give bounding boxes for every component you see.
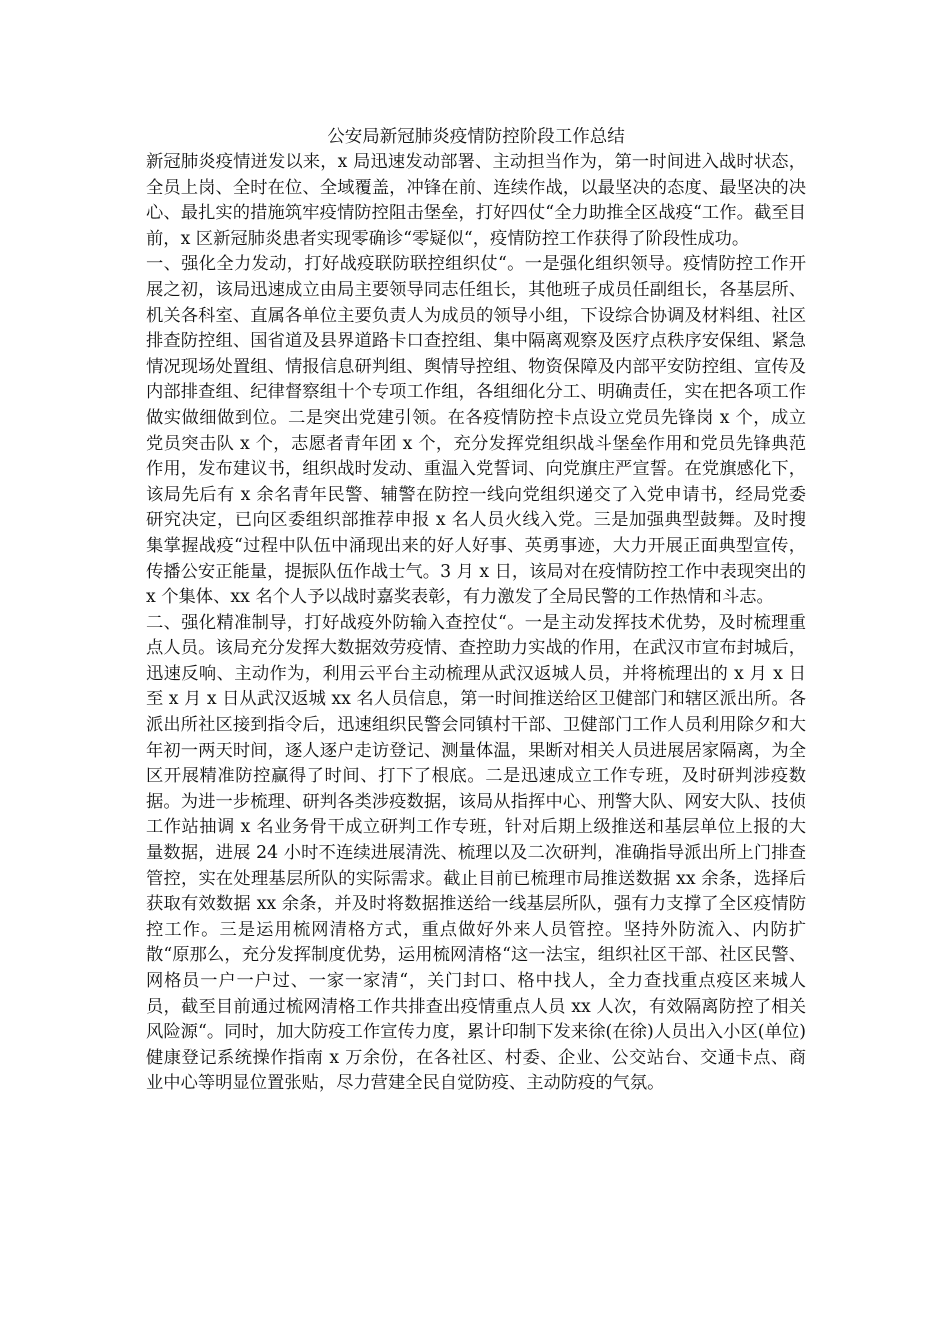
- paragraph-section-two: 二、强化精准制导，打好战疫外防输入查控仗“。一是主动发挥技术优势，及时梳理重点人员。该局充分发挥大数据效劳疫情、查控助力实战的作用，在武汉市宣布封城后，迅速反响、主动作为，利用云平台主动梳理从武汉返城人员，并将梳理出的 x 月 x 日至 x 月 x 日从武汉返城 xx 名人员信息，第一时间推送给区卫健部门和辖区派出所。各派出所社区接到指令后，迅速组织民警会同镇村干部、卫健部门工作人员利用除夕和大年初一两天时间，逐人逐户走访登记、测量体温，果断对相关人员进展居家隔离，为全区开展精准防控赢得了时间、打下了根底。二是迅速成立工作专班，及时研判涉疫数据。为进一步梳理、研判各类涉疫数据，该局从指挥中心、刑警大队、网安大队、技侦工作站抽调 x 名业务骨干成立研判工作专班，针对后期上级推送和基层单位上报的大量数据，进展 24 小时不连续进展清洗、梳理以及二次研判，准确指导派出所上门排查管控，实在处理基层所队的实际需求。截止目前已梳理市局推送数据 xx 余条，选择后获取有效数据 xx 余条，并及时将数据推送给一线基层所队，强有力支撑了全区疫情防控工作。三是运用梳网清格方式，重点做好外来人员管控。坚持外防流入、内防扩散“原那么，充分发挥制度优势，运用梳网清格“这一法宝，组织社区干部、社区民警、网格员一户一户过、一家一家清“，关门封口、格中找人，全力查找重点疫区来城人员，截至目前通过梳网清格工作共排查出疫情重点人员 xx 人次，有效隔离防控了相关风险源“。同时，加大防疫工作宣传力度，累计印制下发来徐(在徐)人员出入小区(单位)健康登记系统操作指南 x 万余份，在各社区、村委、企业、公交站台、交通卡点、商业中心等明显位置张贴，尽力营建全民自觉防疫、主动防疫的气氛。: [146, 612, 806, 1094]
- document-page: [146, 124, 806, 1097]
- paragraph-section-one: 一、强化全力发动，打好战疫联防联控组织仗“。一是强化组织领导。疫情防控工作开展之初，该局迅速成立由局主要领导同志任组长，其他班子成员任副组长，各基层所、机关各科室、直属各单位主要负责人为成员的领导小组，下设综合协调及材料组、社区排查防控组、国省道及县界道路卡口查控组、集中隔离观察及医疗点秩序安保组、紧急情况现场处置组、情报信息研判组、舆情导控组、物资保障及内部平安防控组、宣传及内部排查组、纪律督察组十个专项工作组，各组细化分工、明确责任，实在把各项工作做实做细做到位。二是突出党建引领。在各疫情防控卡点设立党员先锋岗 x 个，成立党员突击队 x 个，志愿者青年团 x 个，充分发挥党组织战斗堡垒作用和党员先锋典范作用，发布建议书，组织战时发动、重温入党誓词、向党旗庄严宣誓。在党旗感化下，该局先后有 x 余名青年民警、辅警在防控一线向党组织递交了入党申请书，经局党委研究决定，已向区委组织部推荐申报 x 名人员火线入党。三是加强典型鼓舞。及时搜集掌握战疫“过程中队伍中涌现出来的好人好事、英勇事迹，大力开展正面典型宣传，传播公安正能量，提振队伍作战士气。3 月 x 日，该局对在疫情防控工作中表现突出的 x 个集体、xx 名个人予以战时嘉奖表彰，有力激发了全局民警的工作热情和斗志。: [146, 254, 806, 608]
- document-title: 公安局新冠肺炎疫情防控阶段工作总结: [327, 127, 625, 147]
- paragraph-intro: 新冠肺炎疫情迸发以来，x 局迅速发动部署、主动担当作为，第一时间进入战时状态，全员上岗、全时在位、全域覆盖，冲锋在前、连续作战，以最坚决的态度、最坚决的决心、最扎实的措施筑牢疫情防控阻击堡垒，打好四仗“全力助推全区战疫“工作。截至目前，x 区新冠肺炎患者实现零确诊“零疑似“，疫情防控工作获得了阶段性成功。: [146, 152, 806, 249]
